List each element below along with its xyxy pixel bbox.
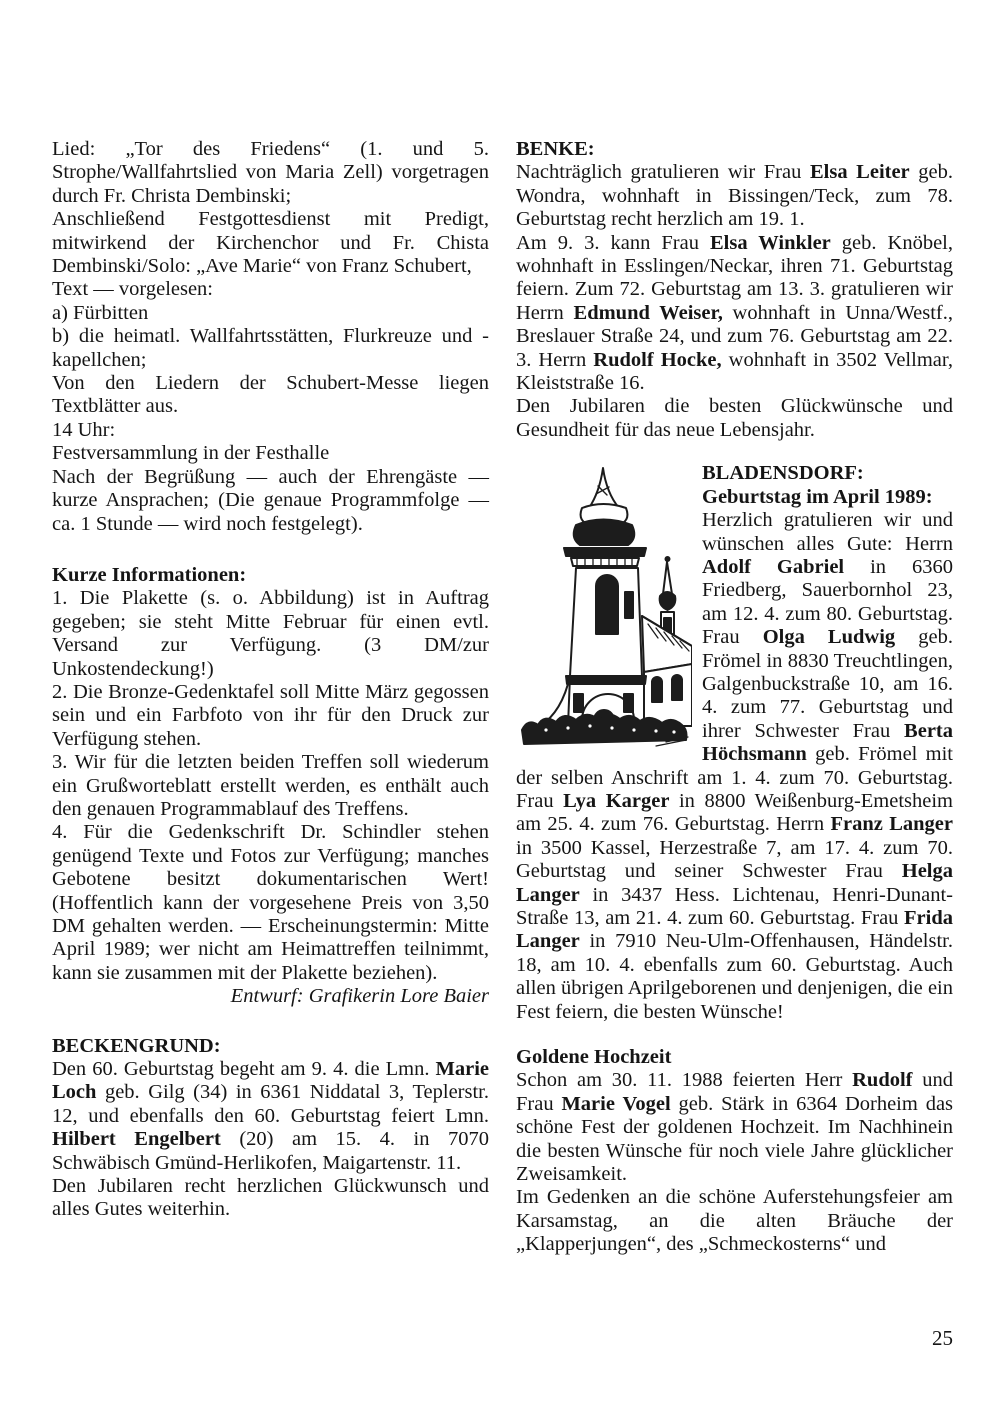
- paragraph: Nach der Begrüßung — auch der Ehrengäste — kurze Ansprachen; (Die genaue Programmfolge — ca. 1 Stunde — wird noch festgelegt).: [52, 465, 489, 535]
- church-engraving-svg: [516, 464, 692, 754]
- page-number: 25: [932, 1326, 953, 1350]
- credit-line: Entwurf: Grafikerin Lore Baier: [230, 985, 489, 1008]
- section-gap: [516, 1024, 953, 1046]
- section-subheading-april-1989: Geburtstag im April 1989:: [702, 485, 933, 508]
- church-illustration: [516, 464, 692, 754]
- paragraph: 14 Uhr:: [52, 418, 116, 441]
- paragraph: Herzlich gratulieren wir und wünschen alles Gute: Herrn Adolf Gabriel in 6360 Friedberg, Sauerbornhol 23, am 12. 4. zum 80. Geburtstag. Frau Olga Ludwig geb. Frömel in 8830 Treuchtlingen, Galgenbuckstraße 10, am 16. 4. zum 77. Geburtstag und ihrer Schwester Frau Berta Höchsmann geb. Frömel mit der selben Anschrift am 1. 4. zum 70. Geburtstag. Frau Lya Karger in 8800 Weißenburg-Emetsheim am 25. 4. zum 76. Geburtstag. Herrn Franz Langer in 3500 Kassel, Herzestraße 7, am 17. 4. zum 70. Geburtstag und seiner Schwester Frau Helga Langer in 3437 Hess. Lichtenau, Henri-Dunant-Straße 13, am 21. 4. zum 60. Geburtstag. Frau Frida Langer in 7910 Neu-Ulm-Offenhausen, Händelstr. 18, am 10. 4. ebenfalls zum 60. Geburtstag. Auch allen übrigen Aprilgeborenen und denjenigen, die ein Fest feiern, die besten Wünsche!: [516, 509, 953, 1023]
- left-column: [52, 138, 489, 1222]
- paragraph: 2. Die Bronze-Gedenktafel soll Mitte März gegossen sein und ein Farbfoto von ihr für den Druck zur Verfügung stehen.: [52, 680, 489, 750]
- paragraph: 3. Wir für die letzten beiden Treffen soll wiederum ein Grußworteblatt erstellt werden, es enthält auch den genauen Programmablauf des Treffens.: [52, 751, 489, 820]
- paragraph: Festversammlung in der Festhalle: [52, 442, 330, 465]
- section-heading-goldene-hochzeit: Goldene Hochzeit: [516, 1046, 672, 1069]
- paragraph: Von den Liedern der Schubert-Messe liegen Textblätter aus.: [52, 372, 489, 418]
- paragraph: Im Gedenken an die schöne Auferstehungsfeier am Karsamstag, an die alten Bräuche der „Klapperjungen“, des „Schmeckosterns“ und: [516, 1186, 953, 1256]
- section-heading-benke: BENKE:: [516, 138, 595, 160]
- section-heading-bladensdorf: BLADENSDORF:: [702, 462, 864, 485]
- paragraph: Nachträglich gratulieren wir Frau Elsa Leiter geb. Wondra, wohnhaft in Bissingen/Teck, zum 78. Geburtstag recht herzlich am 19. 1.: [516, 161, 953, 231]
- paragraph: Lied: „Tor des Friedens“ (1. und 5. Strophe/Wallfahrtslied von Maria Zell) vorgetragen durch Fr. Christa Dembinski;: [52, 138, 489, 207]
- section-gap: [52, 1009, 489, 1035]
- paragraph: b) die heimatl. Wallfahrtsstätten, Flurkreuze und -kapellchen;: [52, 325, 489, 371]
- right-column: [516, 138, 953, 1257]
- paragraph: Schon am 30. 11. 1988 feierten Herr Rudolf und Frau Marie Vogel geb. Stärk in 6364 Dorheim das schöne Fest der goldenen Hochzeit. Im Nachhinein die besten Wünsche für noch viele Jahre glücklicher Zweisamkeit.: [516, 1069, 954, 1186]
- paragraph: Den Jubilaren die besten Glückwünsche und Gesundheit für das neue Lebensjahr.: [516, 395, 953, 441]
- paragraph: Anschließend Festgottesdienst mit Predigt, mitwirkend der Kirchenchor und Fr. Chista Dembinski/Solo: „Ave Marie“ von Franz Schubert,: [52, 208, 489, 278]
- paragraph: 4. Für die Gedenkschrift Dr. Schindler stehen genügend Texte und Fotos zur Verfügung; manches Gebotene besitzt dokumentarischen Wert! (Hoffentlich kann der vorgesehene Preis von 3,50 DM gehalten werden. — Erscheinungstermin: Mitte April 1989; wer nicht am Heimattreffen teilnimmt, kann sie zusammen mit der Plakette beziehen).: [52, 821, 489, 984]
- paragraph: Text — vorgelesen:: [52, 278, 214, 301]
- paragraph: Den 60. Geburtstag begeht am 9. 4. die Lmn. Marie Loch geb. Gilg (34) in 6361 Niddatal 3, Teplerstr. 12, und ebenfalls den 60. Geburtstag feiert Lmn. Hilbert Engelbert (20) am 15. 4. in 7070 Schwäbisch Gmünd-Herlikofen, Maigartenstr. 11.: [52, 1058, 489, 1174]
- section-heading-beckengrund: BECKENGRUND:: [52, 1034, 221, 1057]
- section-gap: [52, 536, 489, 564]
- paragraph: Den Jubilaren recht herzlichen Glückwunsch und alles Gutes weiterhin.: [52, 1175, 489, 1221]
- paragraph: Am 9. 3. kann Frau Elsa Winkler geb. Knöbel, wohnhaft in Esslingen/Neckar, ihren 71. Geburtstag feiern. Zum 72. Geburtstag am 13. 3. gratulieren wir Herrn Edmund Weiser, wohnhaft in Unna/Westf., Breslauer Straße 24, und zum 76. Geburtstag am 22. 3. Herrn Rudolf Hocke, wohnhaft in 3502 Vellmar, Kleiststraße 16.: [516, 231, 954, 395]
- section-heading-kurze-informationen: Kurze Informationen:: [52, 563, 247, 586]
- paragraph: a) Fürbitten: [52, 301, 149, 324]
- section-gap: [516, 442, 953, 462]
- paragraph: 1. Die Plakette (s. o. Abbildung) ist in Auftrag gegeben; sie steht Mitte Februar für einen evtl. Versand zur Verfügung. (3 DM/zur Unkostendeckung!): [52, 587, 489, 680]
